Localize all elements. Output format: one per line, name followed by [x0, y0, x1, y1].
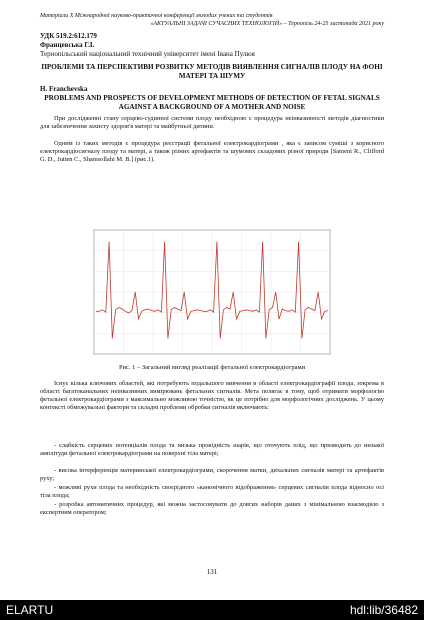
author-ua: Францевська Г.І.: [40, 41, 95, 49]
footer-handle: hdl:lib/36482: [349, 603, 418, 617]
bullet-1-text: слабкість серцевих потенціалів плода та низька провідність шарів, що оточують плід, що призводить до низької амплітуди фетальної електрокардіограми на поверхні тіла матері;: [40, 442, 384, 457]
conference-header-line1: Матеріали Х Міжнародної науково-практичної конференції молодих учених та студентів: [40, 13, 273, 19]
bullet-4-text: розробка автоматичних процедур, які можна застосовувати до довгих наборів даних з мінімальною взаємодією з експертним оператором;: [40, 501, 384, 516]
paragraph-2: Одним із таких методів є процедура реєстрації фетальної електрокардіограми , яка є записом суміші з корисного електрокардіосигналу плоду та матері, а також різних артефактів та шумових складових різної природи [Sameni R., Clifford G. D., Jutten C., Shamsollahi M. B.] (рис.1).: [40, 140, 384, 163]
bullet-1: - слабкість серцевих потенціалів плода та низька провідність шарів, що оточують плід, що призводить до низької амплітуди фетальної електрокардіограми на поверхні тіла матері;: [40, 442, 384, 457]
udc-code: УДК 519.2:612.179: [40, 32, 97, 40]
conference-header-line2: «АКТУАЛЬНІ ЗАДАЧІ СУЧАСНИХ ТЕХНОЛОГІЙ» – Тернопіль 24-25 листопада 2021 року: [150, 21, 384, 27]
bullet-3-text: можливі рухи плода та необхідність своєрідного «канонічного відображення» серцевих сигналів плода відносно осі тіла плода;: [40, 484, 384, 499]
footer-repo-name: ELARTU: [6, 603, 54, 617]
bullet-4: - розробка автоматичних процедур, які можна застосовувати до довгих наборів даних з мінімальною взаємодією з експертним оператором;: [40, 501, 384, 516]
page-number: 131: [206, 568, 218, 576]
footer-bar: [0, 600, 424, 620]
bullet-2-text: висока інтерференція материнської електрокардіограми, скорочення матки, дихальних сигналів матері та артефактів руху;: [40, 467, 384, 482]
paragraph-3: Існує кілька ключових областей, які потребують подальшого вивчення в області електрокардіографії плода, зокрема в області багатоканальних неінвазивних вимірювань фетальних сигналів. Мета полягає в тому, щоб отримати морфологію фетальної електрокардіограми з максимально можливою точністю, як це потрібно для морфологічних досліджень. У цьому контексті обмежувальні фактори та складні проблеми обробки сигналів включають:: [40, 380, 384, 411]
title-ua: ПРОБЛЕМИ ТА ПЕРСПЕКТИВИ РОЗВИТКУ МЕТОДІВ ВИЯВЛЕННЯ СИГНАЛІВ ПЛОДУ НА ФОНІ МАТЕРІ ТА ШУМУ: [41, 63, 383, 80]
affiliation: Тернопільський національний технічний університет імені Івана Пулюя: [40, 50, 255, 58]
bullet-3: - можливі рухи плода та необхідність своєрідного «канонічного відображення» серцевих сигналів плода відносно осі тіла плода;: [40, 484, 384, 499]
fetal-ecg-figure: [90, 226, 334, 360]
conference-header: [40, 12, 384, 28]
author-en: H. Franchevska: [40, 85, 88, 93]
title-en: PROBLEMS AND PROSPECTS OF DEVELOPMENT METHODS OF DETECTION OF FETAL SIGNALS AGAINST A BACKGROUND OF A MOTHER AND NOISE: [44, 94, 380, 111]
figure-caption: Рис. 1 – Загальний вигляд реалізації фетальної електрокардіограми: [118, 364, 306, 371]
paragraph-1: При дослідженні стану серцево-судинної системи плоду необхідною є процедура неінвазивності методів діагностики для забезпечення захисту здоров'я матері та майбутньої дитини.: [40, 115, 384, 130]
bullet-2: - висока інтерференція материнської електрокардіограми, скорочення матки, дихальних сигналів матері та артефактів руху;: [40, 467, 384, 482]
